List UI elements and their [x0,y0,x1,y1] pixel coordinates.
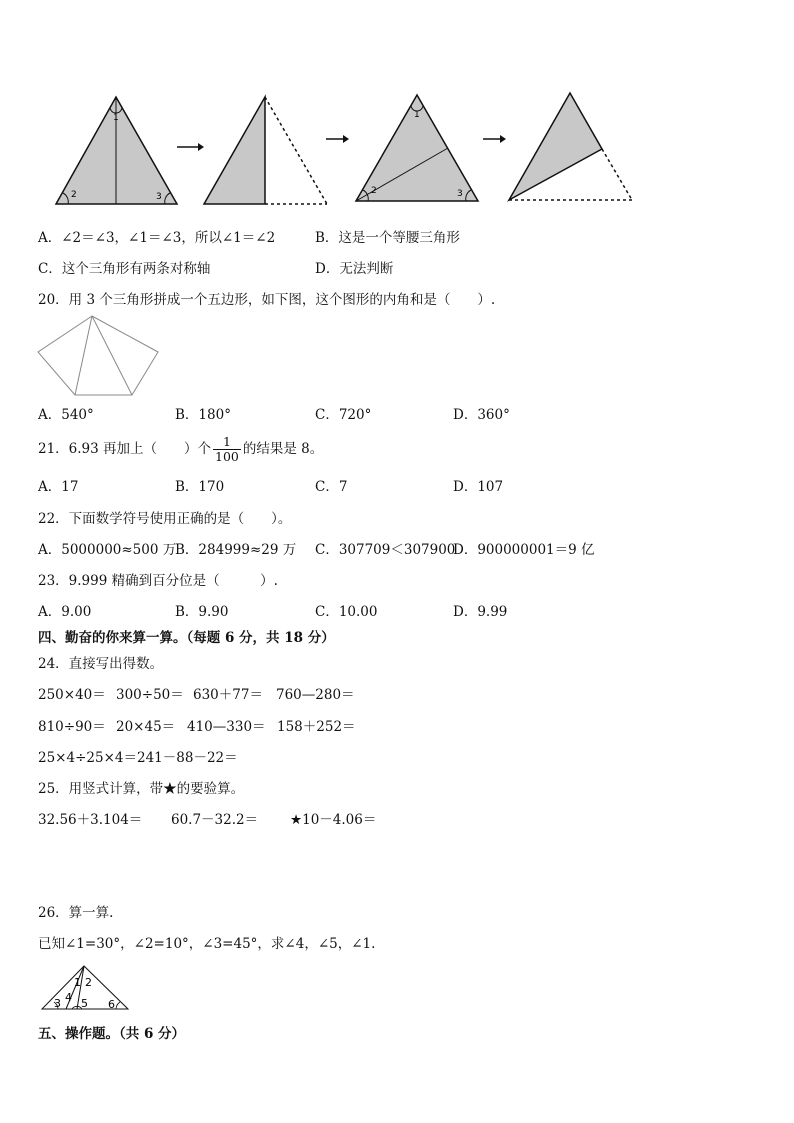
angle-2-label: 2 [71,190,77,200]
q24-item: 241－88－22＝ [137,750,238,766]
q19-triangle-3 [356,95,478,201]
q20-option-c[interactable]: C．720° [315,407,372,423]
q25-item: 32.56＋3.104＝ [38,812,143,828]
arrow-right-icon [483,135,506,143]
q23-question: 23．9.999 精确到百分位是（ ）. [38,573,278,589]
pentagon-figure [36,314,162,398]
q25-question: 25．用竖式计算，带★的要验算。 [38,781,245,797]
section-4-heading: 四、勤奋的你来算一算。（每题 6 分，共 18 分） [38,630,335,646]
q19-option-d[interactable]: D．无法判断 [315,261,394,277]
q24-item: 810÷90＝ [38,719,106,735]
angle-label: 5 [81,997,88,1010]
q25-item: ★10－4.06＝ [290,812,377,828]
q22-option-b[interactable]: B．284999≈29 万 [175,542,297,558]
q22-question: 22．下面数学符号使用正确的是（ ）。 [38,511,292,527]
q19-triangle-4 [509,93,632,200]
q20-option-b[interactable]: B．180° [175,407,231,423]
q26-triangle-figure [40,962,132,1014]
fraction [213,435,241,464]
angle-1-label: 1 [414,110,420,120]
q19-triangle-2 [204,97,327,204]
q19-option-b[interactable]: B．这是一个等腰三角形 [315,230,460,246]
q24-item: 25×4÷25×4＝ [38,750,137,766]
q26-question: 26．算一算. [38,905,114,921]
q23-option-b[interactable]: B．9.90 [175,604,229,620]
q22-option-a[interactable]: A．5000000≈500 万 [38,542,177,558]
fraction-denominator: 100 [215,448,239,464]
q23-option-d[interactable]: D．9.99 [453,604,508,620]
q24-item: 20×45＝ [116,719,176,735]
fraction-numerator: 1 [213,435,241,450]
q24-item: 158＋252＝ [277,719,356,735]
q20-option-a[interactable]: A．540° [38,407,94,423]
q24-item: 760—280＝ [276,687,355,703]
q23-option-c[interactable]: C．10.00 [315,604,378,620]
q24-question: 24．直接写出得数。 [38,656,164,672]
q22-option-c[interactable]: C．307709＜307900 [315,542,456,558]
q26-given: 已知∠1=30°，∠2=10°，∠3=45°，求∠4，∠5，∠1. [38,936,376,952]
angle-1-label: 1 [113,113,119,123]
q19-option-c[interactable]: C．这个三角形有两条对称轴 [38,261,211,277]
q24-item: 410—330＝ [187,719,266,735]
q23-option-a[interactable]: A．9.00 [38,604,92,620]
angle-3-label: 3 [457,189,463,199]
angle-label: 3 [54,997,61,1010]
arrow-right-icon [326,135,349,143]
q25-item: 60.7－32.2＝ [171,812,259,828]
angle-label: 1 [74,976,81,989]
q21-option-c[interactable]: C．7 [315,479,348,495]
q22-option-d[interactable]: D．900000001＝9 亿 [453,542,595,558]
q20-question: 20．用 3 个三角形拼成一个五边形，如下图，这个图形的内角和是（ ）. [38,292,496,308]
q21-option-a[interactable]: A．17 [38,479,79,495]
q24-item: 300÷50＝ [116,687,184,703]
q21-option-d[interactable]: D．107 [453,479,504,495]
q19-option-a[interactable]: A．∠2＝∠3，∠1＝∠3，所以∠1＝∠2 [38,230,276,246]
q21-text-after: 的结果是 8。 [242,441,324,457]
q21-text-before: 21．6.93 再加上（ ）个 [38,441,212,457]
q24-item: 250×40＝ [38,687,106,703]
q24-item: 630＋77＝ [193,687,263,703]
q21-option-b[interactable]: B．170 [175,479,225,495]
angle-label: 6 [108,998,115,1011]
q19-figure-sequence [40,85,650,215]
angle-label: 2 [85,976,92,989]
q19-triangle-1 [56,97,177,204]
arrow-right-icon [177,143,204,151]
angle-2-label: 2 [371,186,377,196]
angle-label: 4 [65,991,72,1004]
angle-3-label: 3 [156,192,162,202]
section-5-heading: 五、操作题。（共 6 分） [38,1026,186,1042]
q20-option-d[interactable]: D．360° [453,407,510,423]
q21-question [38,431,323,467]
